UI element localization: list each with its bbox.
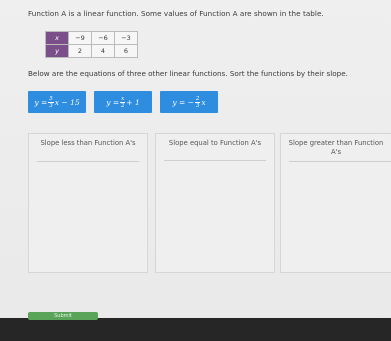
function-a-table bbox=[45, 31, 138, 58]
divider bbox=[289, 161, 391, 162]
table-cell: 6 bbox=[115, 45, 138, 58]
drop-zone-label: Slope less than Function A's bbox=[40, 139, 136, 147]
table-header-x: x bbox=[46, 32, 69, 45]
drop-zone-label: Slope equal to Function A's bbox=[168, 139, 262, 147]
fraction-numerator: 5 bbox=[49, 95, 53, 102]
question-prompt: Function A is a linear function. Some values of Function A are shown in the table. bbox=[28, 9, 324, 18]
table-cell: −3 bbox=[115, 32, 138, 45]
equation-prefix: y = − bbox=[172, 97, 194, 107]
fraction bbox=[195, 96, 201, 109]
divider bbox=[164, 160, 266, 161]
fraction bbox=[120, 96, 125, 109]
fraction bbox=[48, 96, 54, 109]
table-cell: −9 bbox=[69, 32, 92, 45]
drop-zone-slope-less[interactable] bbox=[28, 133, 148, 273]
divider bbox=[37, 161, 139, 162]
table-row-x bbox=[46, 32, 138, 45]
fraction-numerator: x bbox=[121, 95, 125, 102]
table-cell: 4 bbox=[92, 45, 115, 58]
footer-bar bbox=[0, 318, 391, 341]
equation-suffix: + 1 bbox=[126, 97, 140, 107]
equation-suffix: x − 15 bbox=[54, 97, 80, 107]
fraction-denominator: 2 bbox=[120, 102, 125, 109]
sort-instructions: Below are the equations of three other linear functions. Sort the functions by their slope. bbox=[28, 69, 348, 78]
equation-prefix: y = bbox=[34, 97, 48, 107]
equation-card-3[interactable] bbox=[160, 91, 218, 113]
submit-button[interactable]: Submit bbox=[28, 312, 98, 320]
fraction-numerator: 2 bbox=[195, 95, 200, 102]
equation-prefix: y = bbox=[106, 97, 120, 107]
table-row-y bbox=[46, 45, 138, 58]
fraction-denominator: 3 bbox=[49, 102, 53, 109]
table-cell: 2 bbox=[69, 45, 92, 58]
table-cell: −6 bbox=[92, 32, 115, 45]
equation-card-1[interactable] bbox=[28, 91, 86, 113]
drop-zone-slope-equal[interactable] bbox=[155, 133, 275, 273]
drop-zone-slope-greater[interactable] bbox=[280, 133, 391, 273]
equation-suffix: x bbox=[201, 97, 206, 107]
drop-zone-label: Slope greater than Function A's bbox=[288, 139, 384, 156]
fraction-denominator: 3 bbox=[195, 102, 200, 109]
equation-card-2[interactable] bbox=[94, 91, 152, 113]
table-header-y: y bbox=[46, 45, 69, 58]
